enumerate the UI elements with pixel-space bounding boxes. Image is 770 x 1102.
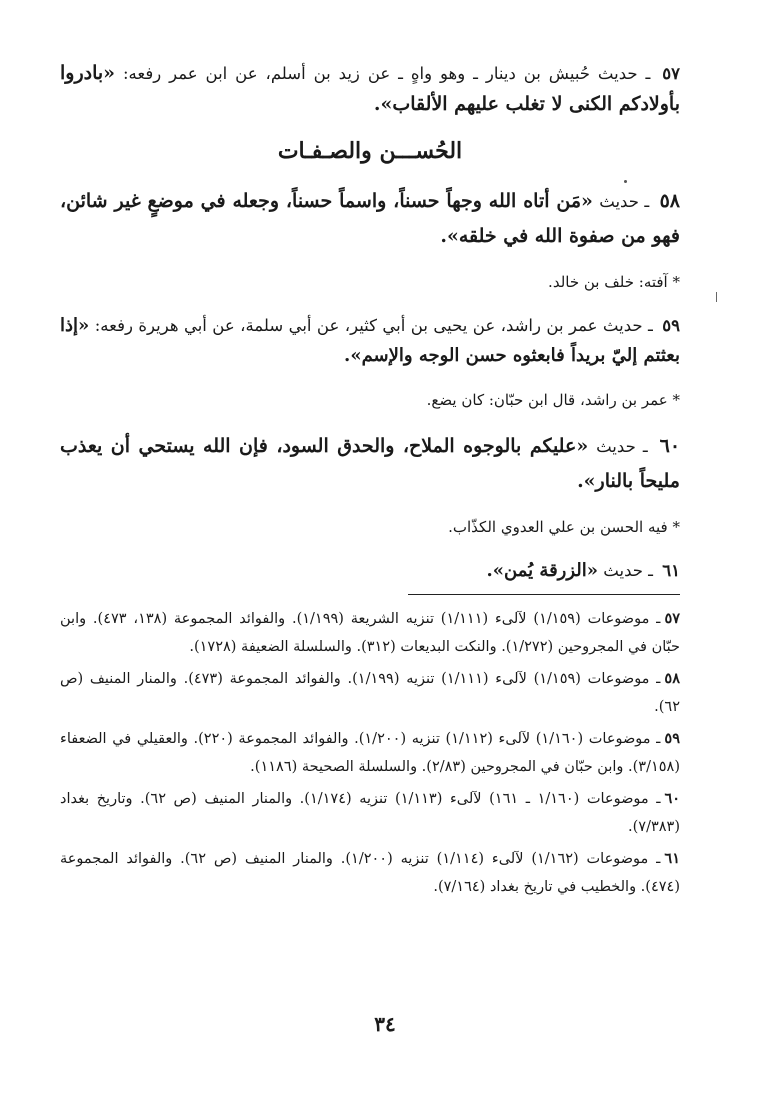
footnote-61 (60, 845, 680, 901)
footnotes (60, 605, 680, 901)
footnote-number: ٥٨ (664, 670, 680, 687)
section-heading: الحُســـن والصـفـات (277, 138, 463, 164)
note-59: * عمر بن راشد، قال ابن حبّان: كان يضع. (426, 391, 680, 409)
entry-quote: «الزرقة يُمن». (486, 560, 599, 581)
footnote-57 (60, 605, 680, 661)
entry-lead: ـ حديث (599, 192, 650, 211)
page-number: ٣٤ (374, 1012, 396, 1036)
note-58: * آفته: خلف بن خالد. (548, 273, 680, 291)
entry-lead: ـ حديث حُبيش بن دينار ـ وهو واهٍ ـ عن زيد بن أسلم، عن ابن عمر رفعه: (122, 64, 651, 83)
footnote-59 (60, 725, 680, 781)
footnote-text: ـ موضوعات (١/١٦٠ ـ ١٦١) لآلىء (١/١١٣) تنزيه (١/١٧٤). والمنار المنيف (ص ٦٢). وتاريخ بغداد (٧/٣٨٣). (60, 791, 680, 835)
entry-number: ٦٠ (659, 435, 681, 457)
footnote-number: ٥٧ (664, 610, 681, 627)
footnote-text: ـ موضوعات (١/١٥٩) لآلىء (١/١١١) تنزيه (١/١٩٩). والفوائد المجموعة (٤٧٣). والمنار المنيف (ص ٦٢). (60, 671, 680, 715)
footnote-number: ٦٠ (664, 790, 681, 807)
note-60: * فيه الحسن بن علي العدوي الكذّاب. (448, 518, 680, 536)
entry-number: ٥٩ (662, 316, 680, 335)
entry-quote: «إذا بعثتم إليّ بريداً فابعثوه حسن الوجه والإسم». (60, 315, 680, 366)
entry-60 (60, 429, 680, 498)
footnote-text: ـ موضوعات (١/١٦٠) لآلىء (١/١١٢) تنزيه (١/٢٠٠). والفوائد المجموعة (٢٢٠). والعقيلي في الضعفاء (٣/١٥٨). وابن حبّان في المجروحين (٢/٨٣). والسلسلة الصحيحة (١١٨٦). (60, 731, 680, 775)
footnote-60 (60, 785, 680, 841)
footnote-number: ٥٩ (664, 730, 680, 747)
entry-59 (60, 311, 680, 371)
entry-number: ٥٧ (662, 64, 680, 83)
entry-number: ٥٨ (659, 190, 681, 212)
entry-61 (60, 556, 680, 586)
scan-mark (716, 292, 717, 302)
entry-lead: ـ حديث عمر بن راشد، عن يحيى بن أبي كثير، عن أبي سلمة، عن أبي هريرة رفعه: (94, 316, 653, 335)
entry-57 (60, 58, 680, 120)
entry-quote: «مَن أتاه الله وجهاً حسناً، واسماً حسناً، وجعله في موضعٍ غير شائن، فهو من صفوة الله في خلقه». (60, 190, 680, 247)
footnote-divider (408, 594, 680, 595)
entry-lead: ـ حديث (603, 561, 654, 580)
entry-quote: «بادروا بأولادكم الكنى لا تغلب عليهم الألقاب». (60, 62, 680, 115)
entry-58 (60, 184, 680, 253)
scan-speck (624, 180, 627, 183)
entry-quote: «عليكم بالوجوه الملاح، والحدق السود، فإن الله يستحي أن يعذب مليحاً بالنار». (60, 435, 680, 492)
footnote-number: ٦١ (664, 850, 680, 867)
entry-lead: ـ حديث (596, 437, 648, 456)
footnote-text: ـ موضوعات (١/١٦٢) لآلىء (١/١١٤) تنزيه (١/٢٠٠). والمنار المنيف (ص ٦٢). والفوائد المجموعة (٤٧٤). والخطيب في تاريخ بغداد (٧/١٦٤). (60, 851, 680, 895)
entry-number: ٦١ (662, 561, 680, 580)
page-body (60, 58, 680, 905)
footnote-58 (60, 665, 680, 721)
footnote-text: ـ موضوعات (١/١٥٩) لآلىء (١/١١١) تنزيه الشريعة (١/١٩٩). والفوائد المجموعة (١٣٨، ٤٧٣). وابن حبّان في المجروحين (١/٢٧٢). والنكت البديعات (٣١٢). والسلسلة الضعيفة (١٧٢٨). (60, 611, 680, 655)
